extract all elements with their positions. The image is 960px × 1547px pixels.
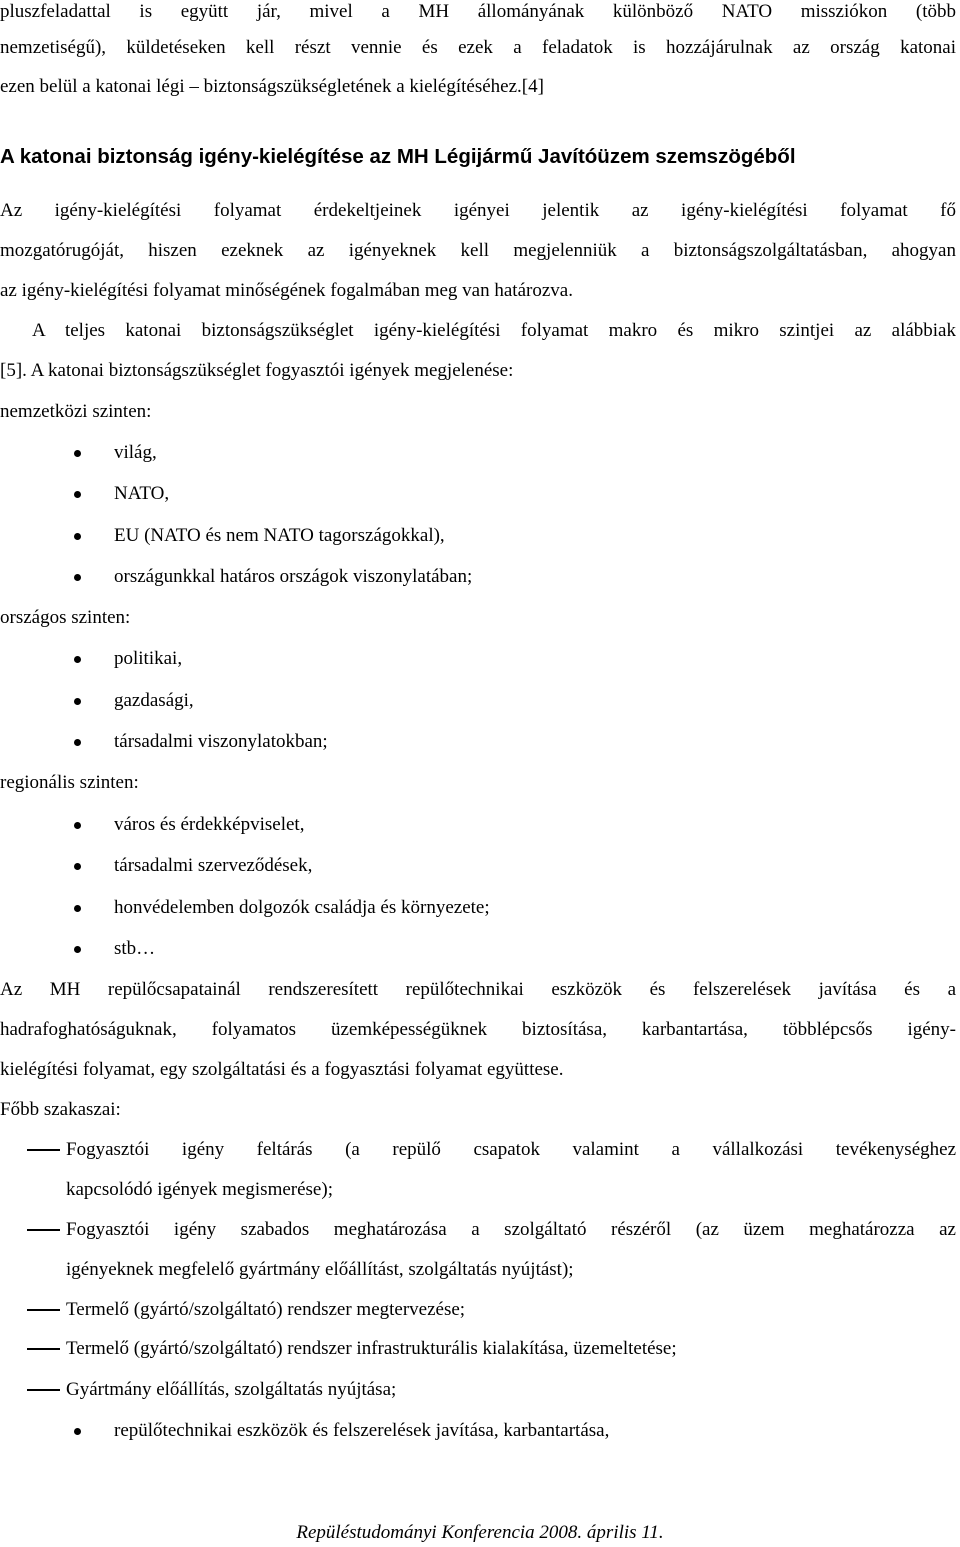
body-text-line: ezen belül a katonai légi – biztonságszükségletének a kielégítéséhez.[4] [0,76,544,97]
body-text-line: hadrafoghatóságuknak, folyamatos üzemképességüknek biztosítása, karbantartása, többlépcsős igény- [0,1019,956,1040]
body-text-line: mozgatórugóját, hiszen ezeknek az igényeknek kell megjelenniük a biztonságszolgáltatásban, ahogyan [0,240,956,261]
level-label: nemzetközi szinten: [0,401,152,422]
bullet-icon [74,656,81,663]
phases-label: Főbb szakaszai: [0,1099,121,1120]
bullet-icon [74,491,81,498]
bullet-icon [74,739,81,746]
page-footer: Repüléstudományi Konferencia 2008. április 11. [296,1522,664,1543]
body-text-line: Az igény-kielégítési folyamat érdekeltjeinek igényei jelentik az igény-kielégítési folyamat fő [0,200,956,221]
body-text-line: A teljes katonai biztonságszükséglet igény-kielégítési folyamat makro és mikro szintjei az alábbiak [32,320,956,341]
body-text-line: az igény-kielégítési folyamat minőségének fogalmában meg van határozva. [0,280,573,301]
body-text-line: Az MH repülőcsapatainál rendszeresített repülőtechnikai eszközök és felszerelések javítása és a [0,979,956,1000]
dash-icon [27,1309,60,1311]
document-page: pluszfeladattal is együtt jár, mivel a MH állományának különböző NATO missziókon (több nemzetiségű), küldetéseken kell részt vennie és ezek a feladatok is hozzájárulnak az ország katonai ezen belül a katonai légi – biztonságszükségletének a kielégítéséhez.[4] A katonai biztonság igény-kielégítése az MH Légijármű Javítóüzem szemszögéből Az igény-kielégítési folyamat érdekeltjeinek igényei jelentik az igény-kielégítési folyamat fő mozgatórugóját, hiszen ezeknek az igényeknek kell megjelenniük a biztonságszolgáltatásban, ahogyan az igény-kielégítési folyamat minőségének fogalmában meg van határozva. A teljes katonai biztonságszükséglet igény-kielégítési folyamat makro és mikro szintjei az alábbiak [5]. A katonai biztonságszükséglet fogyasztói igények megjelenése: nemzetközi szinten: világ, NATO, EU (NATO és nem NATO tagországokkal), országunkkal határos országok viszonylatában; országos szinten: politikai, gazdasági, társadalmi viszonylatokban; regionális szinten: város és érdekképviselet, társadalmi szerveződések, honvédelemben dolgozók családja és környezete; stb… Az MH repülőcsapatainál rendszeresített repülőtechnikai eszközök és felszerelések javítása és a hadrafoghatóságuknak, folyamatos üzemképességüknek biztosítása, karbantartása, többlépcsős igény- kielégítési folyamat, egy szolgáltatási és a fogyasztási folyamat együttese. Főbb szakaszai: Fogyasztói igény feltárás (a repülő csapatok valamint a vállalkozási tevékenységhez kapcsolódó igények megismerése); Fogyasztói igény szabados meghatározása a szolgáltató részéről (az üzem meghatározza az igényeknek megfelelő gyártmány előállítást, szolgáltatás nyújtást); Termelő (gyártó/szolgáltató) rendszer megtervezése; Termelő (gyártó/szolgáltató) rendszer infrastrukturális kialakítása, üzemeltetése; Gyártmány előállítás, szolgáltatás nyújtása; repülőtechnikai eszközök és felszerelések javítása, karbantartása, Repüléstudományi Konferencia 2008. április 11. [0,0,960,1547]
dash-icon [27,1149,60,1151]
bullet-icon [74,946,81,953]
bullet-icon [74,1428,81,1435]
body-text-line: kielégítési folyamat, egy szolgáltatási és a fogyasztási folyamat együttese. [0,1059,564,1080]
bullet-icon [74,450,81,457]
bullet-icon [74,905,81,912]
dash-icon [27,1229,60,1231]
dash-icon [27,1389,60,1391]
body-text-line: nemzetiségű), küldetéseken kell részt vennie és ezek a feladatok is hozzájárulnak az ország katonai [0,37,956,58]
bullet-icon [74,574,81,581]
bullet-icon [74,698,81,705]
bullet-icon [74,822,81,829]
bullet-icon [74,863,81,870]
level-label: országos szinten: [0,607,131,628]
section-heading: A katonai biztonság igény-kielégítése az MH Légijármű Javítóüzem szemszögéből [0,145,796,168]
body-text-line: [5]. A katonai biztonságszükséglet fogyasztói igények megjelenése: [0,360,514,381]
bullet-icon [74,533,81,540]
body-text-line: pluszfeladattal is együtt jár, mivel a MH állományának különböző NATO missziókon (több [0,1,956,22]
level-label: regionális szinten: [0,772,139,793]
dash-icon [27,1348,60,1350]
